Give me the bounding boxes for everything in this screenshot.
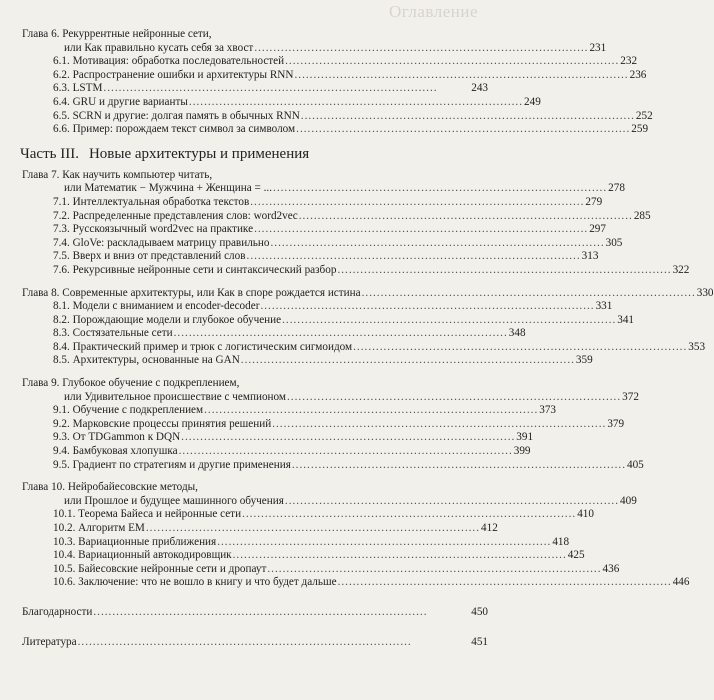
toc-entry-7-2[interactable]: 7.2. Распределенные представления слов: word2vec ........................................................................................ 285: [53, 209, 651, 222]
chapter-7-title-line1[interactable]: Глава 7. Как научить компьютер читать,: [22, 168, 213, 181]
chapter-9-title-line2[interactable]: или Удивительное происшествие с чемпионом ........................................................................................ 372: [64, 390, 639, 403]
chapter-10-title-line2[interactable]: или Прошлое и будущее машинного обучения ........................................................................................ 409: [64, 494, 637, 507]
part-number: Часть III.: [20, 145, 79, 162]
toc-entry-8-1[interactable]: 8.1. Модели с вниманием и encoder-decoder ........................................................................................ 331: [53, 300, 613, 313]
toc-entry-7-3[interactable]: 7.3. Русскоязычный word2vec на практике ........................................................................................ 297: [53, 223, 606, 236]
toc-entry-9-4[interactable]: 9.4. Бамбуковая хлопушка ........................................................................................ 399: [53, 445, 531, 458]
table-of-contents: [20, 28, 714, 649]
toc-entry-10-5[interactable]: 10.5. Байесовские нейронные сети и дропаут ........................................................................................ 436: [53, 562, 620, 575]
chapter-6-title-line2[interactable]: или Как правильно кусать себя за хвост ........................................................................................ 231: [64, 41, 607, 54]
page-number: 231: [589, 41, 607, 54]
toc-entry-6-1[interactable]: 6.1. Мотивация: обработка последовательностей ........................................................................................ 232: [53, 55, 638, 68]
part-title: Новые архитектуры и применения: [88, 145, 310, 162]
chapter-6-title-line1[interactable]: Глава 6. Рекуррентные нейронные сети,: [22, 28, 212, 40]
toc-entry-9-3[interactable]: 9.3. От TDGammon к DQN ........................................................................................ 391: [53, 431, 534, 444]
toc-entry-10-6[interactable]: 10.6. Заключение: что не вошло в книгу и что будет дальше ........................................................................................ 446: [53, 576, 690, 589]
page-number: 372: [622, 390, 639, 403]
toc-entry-9-1[interactable]: 9.1. Обучение с подкреплением ........................................................................................ 373: [53, 404, 557, 417]
toc-entry-acknowledgements[interactable]: Благодарности ........................................................................................ 450: [22, 605, 488, 618]
chapter-9-title-line1[interactable]: Глава 9. Глубокое обучение с подкреплением,: [22, 377, 240, 390]
part-3-heading: [20, 145, 488, 163]
chapter-10-title-line1[interactable]: Глава 10. Нейробайесовские методы,: [22, 481, 198, 494]
toc-entry-10-2[interactable]: 10.2. Алгоритм EM ........................................................................................ 412: [53, 522, 498, 534]
page-number: 330: [696, 286, 714, 299]
toc-entry-8-4[interactable]: 8.4. Практический пример и трюк с логистическим сигмоидом ........................................................................................ 353: [53, 340, 706, 353]
chapter-8-title[interactable]: Глава 8. Современные архитектуры, или Как в споре рождается истина ........................................................................................ 330: [22, 286, 714, 299]
toc-entry-7-6[interactable]: 7.6. Рекурсивные нейронные сети и синтаксический разбор ........................................................................................ 322: [53, 263, 690, 276]
page-number: 278: [608, 182, 625, 195]
toc-entry-10-4[interactable]: 10.4. Вариационный автокодировщик ........................................................................................ 425: [53, 549, 585, 562]
chapter-7-title-line2[interactable]: или Математик − Мужчина + Женщина = ... ........................................................................................ 278: [64, 182, 625, 195]
toc-entry-9-2[interactable]: 9.2. Марковские процессы принятия решений ........................................................................................ 379: [53, 417, 625, 430]
toc-entry-10-1[interactable]: 10.1. Теорема Байеса и нейронные сети ........................................................................................ 410: [53, 508, 594, 521]
page-number: 409: [620, 494, 637, 507]
toc-entry-6-6[interactable]: 6.6. Пример: порождаем текст символ за символом ........................................................................................ 259: [53, 123, 649, 136]
running-header-bleed: Оглавление: [389, 2, 478, 21]
toc-entry-6-4[interactable]: 6.4. GRU и другие варианты ........................................................................................ 249: [53, 95, 541, 108]
toc-entry-8-3[interactable]: 8.3. Состязательные сети ........................................................................................ 348: [53, 327, 526, 340]
toc-entry-literature[interactable]: Литература ........................................................................................ 451: [22, 635, 488, 648]
toc-entry-6-2[interactable]: 6.2. Распространение ошибки и архитектуры RNN ........................................................................................ 236: [53, 68, 647, 81]
toc-entry-7-4[interactable]: 7.4. GloVe: раскладываем матрицу правильно ........................................................................................ 305: [53, 236, 623, 249]
toc-entry-6-5[interactable]: 6.5. SCRN и другие: долгая память в обычных RNN ........................................................................................ 252: [53, 109, 653, 122]
toc-entry-9-5[interactable]: 9.5. Градиент по стратегиям и другие применения ........................................................................................ 405: [53, 458, 644, 471]
toc-entry-10-3[interactable]: 10.3. Вариационные приближения ........................................................................................ 418: [53, 535, 570, 548]
toc-entry-7-1[interactable]: 7.1. Интеллектуальная обработка текстов ........................................................................................ 279: [53, 195, 603, 208]
toc-entry-8-5[interactable]: 8.5. Архитектуры, основанные на GAN ........................................................................................ 359: [53, 354, 593, 367]
toc-entry-7-5[interactable]: 7.5. Вверх и вниз от представлений слов ........................................................................................ 313: [53, 250, 599, 263]
toc-entry-8-2[interactable]: 8.2. Порождающие модели и глубокое обучение ........................................................................................ 341: [53, 313, 635, 326]
toc-entry-6-3[interactable]: 6.3. LSTM ........................................................................................ 243: [53, 82, 488, 95]
